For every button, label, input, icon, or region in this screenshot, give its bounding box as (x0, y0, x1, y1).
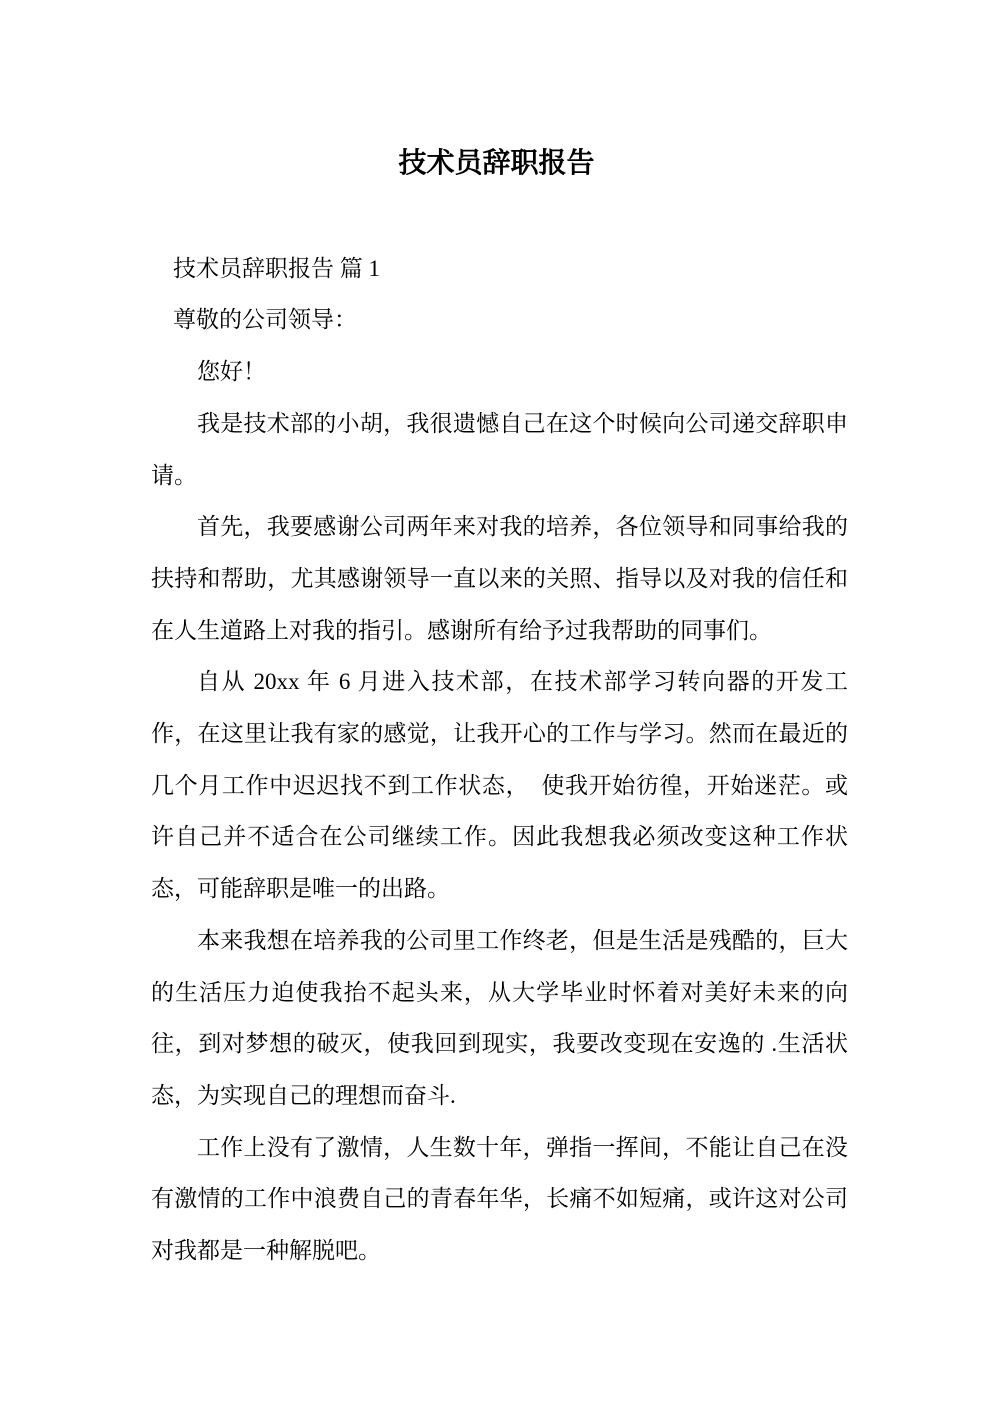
document-title-text: 技术员辞职报告 (398, 147, 595, 179)
document-title (0, 19, 993, 185)
body-paragraph: 工作上没有了激情，人生数十年，弹指一挥间，不能让自己在没有激情的工作中浪费自己的青春年华，长痛不如短痛，或许这对公司对我都是一种解脱吧。 (151, 1134, 848, 1264)
section-heading: 技术员辞职报告 篇 1 (173, 255, 380, 281)
body-paragraph: 自从 20xx 年 6 月进入技术部，在技术部学习转向器的开发工作，在这里让我有家的感觉，让我开心的工作与学习。然而在最近的几个月工作中迟迟找不到工作状态， 使我开始彷徨，开始迷茫。或许自己并不适合在公司继续工作。因此我想我必须改变这种工作状态，可能辞职是唯一的出路。 (151, 669, 848, 902)
body-paragraph: 我是技术部的小胡，我很遗憾自己在这个时候向公司递交辞职申请。 (151, 410, 848, 488)
salutation-line: 尊敬的公司领导： (173, 307, 357, 333)
body-paragraph: 首先，我要感谢公司两年来对我的培养，各位领导和同事给我的扶持和帮助，尤其感谢领导一直以来的关照、指导以及对我的信任和在人生道路上对我的指引。感谢所有给予过我帮助的同事们。 (151, 514, 848, 643)
document-body (151, 243, 848, 1277)
greeting-line: 您好！ (197, 359, 266, 385)
body-paragraph: 本来我想在培养我的公司里工作终老，但是生活是残酷的，巨大的生活压力迫使我抬不起头来，从大学毕业时怀着对美好未来的向往，到对梦想的破灭，使我回到现实，我要改变现在安逸的 .生活状态，为实现自己的理想而奋斗. (151, 927, 848, 1108)
